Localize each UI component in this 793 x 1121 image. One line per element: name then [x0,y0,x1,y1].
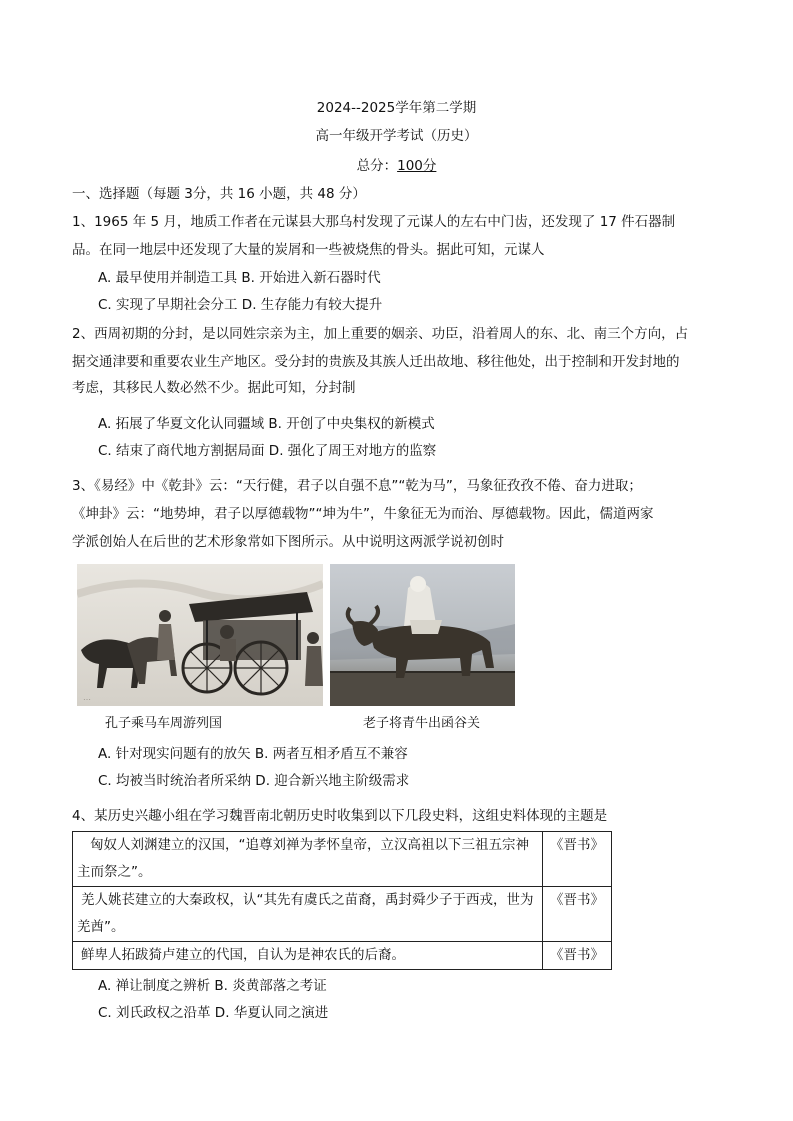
q2-line1: 2、西周初期的分封，是以同姓宗亲为主，加上重要的姻亲、功臣，沿着周人的东、北、南三个方向，占 [72,326,689,342]
q1-options-cd: C. 实现了早期社会分工 D. 生存能力有较大提升 [98,297,383,313]
confucius-carriage-image [77,564,323,706]
total-label: 总分： [356,158,398,174]
q3-line1: 3、《易经》中《乾卦》云：“天行健，君子以自强不息”“乾为马”，马象征孜孜不倦、奋力进取； [72,478,642,494]
q3-options-cd: C. 均被当时统治者所采纳 D. 迎合新兴地主阶级需求 [98,773,410,789]
total-value: 100分 [397,158,437,174]
table-row [73,832,612,887]
exam-title: 高一年级开学考试（历史） [315,128,478,144]
q1-line2: 品。在同一地层中还发现了大量的炭屑和一些被烧焦的骨头。据此可知，元谋人 [72,242,545,258]
source-text: 羌人姚苌建立的大秦政权，认“其先有虞氏之苗裔，禹封舜少子于西戎，世为羌酋”。 [73,887,543,942]
caption-confucius: 孔子乘马车周游列国 [105,716,223,731]
q2-line3: 考虑，其移民人数必然不少。据此可知，分封制 [72,380,356,396]
source-book: 《晋书》 [543,942,612,970]
q2-options-cd: C. 结束了商代地方割据局面 D. 强化了周王对地方的监察 [98,443,437,459]
q3-line3: 学派创始人在后世的艺术形象常如下图所示。从中说明这两派学说初创时 [72,534,504,550]
q3-line2: 《坤卦》云：“地势坤，君子以厚德载物”“坤为牛”，牛象征无为而治、厚德载物。因此，儒道两家 [72,506,654,522]
q4-options-cd: C. 刘氏政权之沿革 D. 华夏认同之演进 [98,1005,329,1021]
q2-line2: 据交通津要和重要农业生产地区。受分封的贵族及其族人迁出故地、移往他处，出于控制和开发封地的 [72,354,680,370]
laozi-ox-image [330,564,515,706]
source-book: 《晋书》 [543,832,612,887]
svg-text:…: … [83,693,91,702]
source-book: 《晋书》 [543,887,612,942]
q1-line1: 1、1965 年 5 月，地质工作者在元谋县大那乌村发现了元谋人的左右中门齿，还发现了 17 件石器制 [72,214,676,230]
q3-options-ab: A. 针对现实问题有的放矢 B. 两者互相矛盾互不兼容 [98,746,408,762]
q4-options-ab: A. 禅让制度之辨析 B. 炎黄部落之考证 [98,978,327,994]
q2-options-ab: A. 拓展了华夏文化认同疆域 B. 开创了中央集权的新模式 [98,416,435,432]
source-table [72,831,612,970]
table-row [73,887,612,942]
source-text: 匈奴人刘渊建立的汉国，“追尊刘禅为孝怀皇帝，立汉高祖以下三祖五宗神主而祭之”。 [73,832,543,887]
section-title: 一、选择题（每题 3分，共 16 小题，共 48 分） [72,186,366,202]
caption-laozi: 老子将青牛出函谷关 [363,716,481,731]
table-row [73,942,612,970]
q1-options-ab: A. 最早使用并制造工具 B. 开始进入新石器时代 [98,270,381,286]
q4-line1: 4、某历史兴趣小组在学习魏晋南北朝历史时收集到以下几段史料，这组史料体现的主题是 [72,808,608,824]
total-score [0,154,793,174]
source-text: 鲜卑人拓跋猗卢建立的代国，自认为是神农氏的后裔。 [73,942,543,970]
term-title: 2024--2025学年第二学期 [316,100,477,116]
